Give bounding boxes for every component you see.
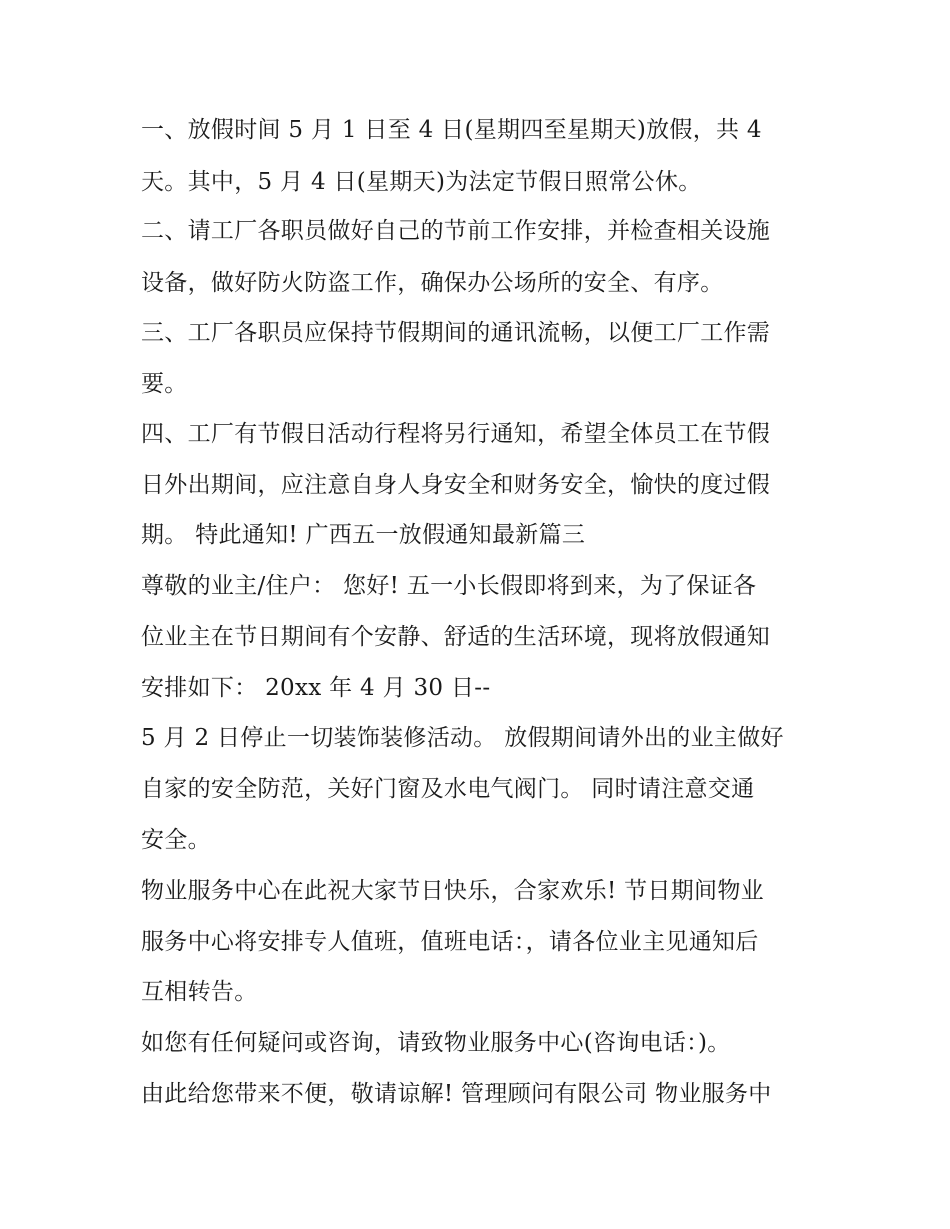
text-line: 安排如下： 20xx 年 4 月 30 日-- (141, 675, 491, 701)
text-line: 安全。 (141, 827, 211, 853)
text-line: 日外出期间，应注意自身人身安全和财务安全，愉快的度过假 (141, 472, 771, 498)
text-line: 5 月 2 日停止一切装饰装修活动。 放假期间请外出的业主做好 (141, 725, 784, 751)
text-line: 设备，做好防火防盗工作，确保办公场所的安全、有序。 (141, 270, 724, 296)
text-line: 如您有任何疑问或咨询，请致物业服务中心(咨询电话：)。 (141, 1030, 731, 1056)
text-line: 物业服务中心在此祝大家节日快乐，合家欢乐! 节日期间物业 (141, 878, 764, 904)
text-line: 一、放假时间 5 月 1 日至 4 日(星期四至星期天)放假，共 4 (141, 117, 762, 143)
text-line: 互相转告。 (141, 979, 258, 1005)
text-line: 期。 特此通知! 广西五一放假通知最新篇三 (141, 522, 586, 548)
text-line: 天。其中，5 月 4 日(星期天)为法定节假日照常公休。 (141, 169, 702, 195)
text-line: 二、请工厂各职员做好自己的节前工作安排，并检查相关设施 (141, 218, 771, 244)
text-line: 自家的安全防范，关好门窗及水电气阀门。 同时请注意交通 (141, 776, 755, 802)
text-line: 由此给您带来不便，敬请谅解! 管理顾问有限公司 物业服务中 (141, 1081, 772, 1107)
text-line: 服务中心将安排专人值班，值班电话：，请各位业主见通知后 (141, 929, 759, 955)
text-line: 尊敬的业主/住户： 您好! 五一小长假即将到来，为了保证各 (141, 573, 757, 599)
text-line: 要。 (141, 371, 188, 397)
text-line: 三、工厂各职员应保持节假期间的通讯流畅，以便工厂工作需 (141, 320, 771, 346)
text-line: 位业主在节日期间有个安静、舒适的生活环境，现将放假通知 (141, 624, 771, 650)
text-line: 四、工厂有节假日活动行程将另行通知，希望全体员工在节假 (141, 421, 771, 447)
